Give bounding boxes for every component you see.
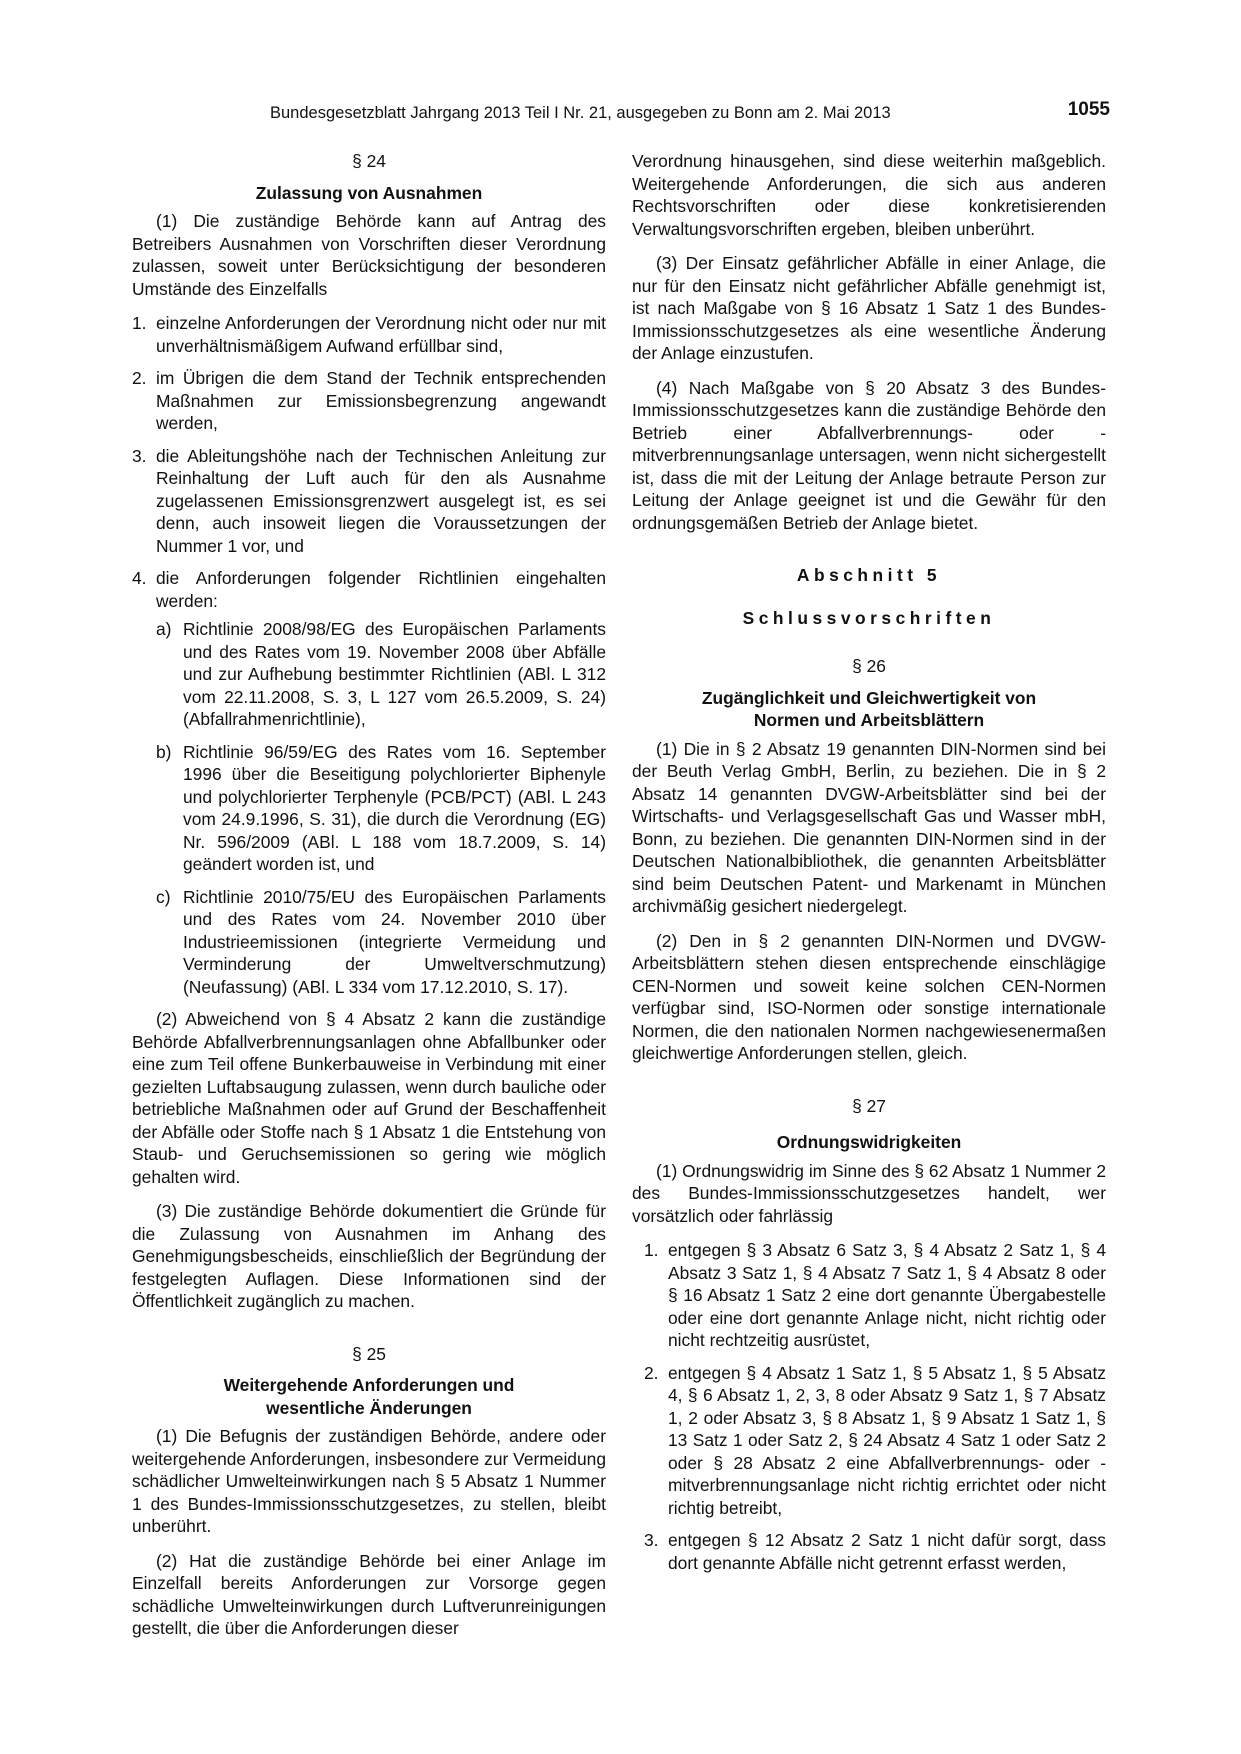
sub-item-letter: b): [156, 741, 172, 762]
paragraph-continued: Verordnung hinausgehen, sind diese weiterhin maßgeblich. Weitergehende Anforderungen, die sich aus anderen Rechtsvorschriften oder diese konkretisierenden Verwaltungsvorschriften ergeben, bleiben unberührt.: [632, 151, 1106, 239]
sub-item-text: Richtlinie 2010/75/EU des Europäischen Parlaments und des Rates vom 24. November 2010 über Industrieemissionen (integrierte Vermeidung und Verminderung der Umweltverschmutzung) (Neufassung) (ABl. L 334 vom 17.12.2010, S. 17).: [183, 886, 606, 997]
numbered-list: [632, 1239, 1106, 1574]
section-number: § 26: [852, 656, 886, 676]
paragraph: (2) Den in § 2 genannten DIN-Normen und DVGW-Arbeitsblättern stehen diesen entsprechende einschlägige CEN-Normen und soweit keine solchen CEN-Normen verfügbar sind, ISO-Normen oder sonstige internationale Normen, die den nationalen Normen nachgewiesenermaßen gleichwertige Anforderungen stellen, gleich.: [632, 930, 1106, 1063]
section-title: Zulassung von Ausnahmen: [255, 182, 483, 203]
list-item: [132, 445, 606, 558]
list-item-text: entgegen § 3 Absatz 6 Satz 3, § 4 Absatz 2 Satz 1, § 4 Absatz 3 Satz 1, § 4 Absatz 7 Satz 1, § 4 Absatz 8 oder § 16 Absatz 1 Satz 2 eine dort genannte Übergabestelle oder eine dort genannte Anlage nicht, nicht richtig oder nicht rechtzeitig ausrüstet,: [668, 1240, 1106, 1350]
sub-list-item: [156, 618, 606, 731]
list-item-text: im Übrigen die dem Stand der Technik entsprechenden Maßnahmen zur Emissionsbegrenzung angewandt werden,: [156, 368, 606, 433]
page-header: [130, 98, 1110, 124]
paragraph: (4) Nach Maßgabe von § 20 Absatz 3 des Bundes-Immissionsschutzgesetzes kann die zuständige Behörde den Betrieb einer Abfallverbrennungs- oder -mitverbrennungsanlage untersagen, wenn nicht sichergestellt ist, dass die mit der Leitung der Anlage betraute Person zur Leitung der Anlage geeignet ist und die Gewähr für den ordnungsgemäßen Betrieb der Anlage bietet.: [632, 377, 1106, 533]
sub-list-item: [156, 886, 606, 999]
sub-list-item: [156, 741, 606, 876]
list-item-text: entgegen § 12 Absatz 2 Satz 1 nicht dafür sorgt, dass dort genannte Abfälle nicht getrennt erfasst werden,: [668, 1530, 1106, 1573]
list-item-text: die Anforderungen folgender Richtlinien eingehalten werden:: [156, 568, 606, 611]
list-item-text: die Ableitungshöhe nach der Technischen Anleitung zur Reinhaltung der Luft auch für den als Ausnahme zugelassenen Emissionsgrenzwert ausgelegt ist, es sei denn, auch insoweit liegen die Voraussetzungen der Nummer 1 vor, und: [156, 445, 606, 556]
list-item-number: 3.: [644, 1530, 659, 1550]
page-number: 1055: [1067, 99, 1110, 120]
paragraph: (1) Ordnungswidrig im Sinne des § 62 Absatz 1 Nummer 2 des Bundes-Immissionsschutzgesetzes handelt, wer vorsätzlich oder fahrlässig: [632, 1160, 1106, 1226]
list-item-number: 1.: [644, 1240, 659, 1260]
list-item: [644, 1239, 1106, 1352]
left-column: [132, 150, 606, 1652]
list-item: [644, 1362, 1106, 1520]
sub-item-text: Richtlinie 2008/98/EG des Europäischen Parlaments und des Rates vom 19. November 2008 über Abfälle und zur Aufhebung bestimmter Richtlinien (ABl. L 312 vom 22.11.2008, S. 3, L 127 vom 26.5.2009, S. 24) (Abfallrahmenrichtlinie),: [183, 619, 606, 729]
paragraph: (3) Die zuständige Behörde dokumentiert die Gründe für die Zulassung von Ausnahmen im Anhang des Genehmigungsbescheids, einschließlich der Begründung der festgelegten Auflagen. Diese Informationen sind der Öffentlichkeit zugänglich zu machen.: [132, 1201, 606, 1311]
section-number: § 27: [852, 1095, 886, 1116]
list-item-number: 2.: [644, 1362, 659, 1383]
section-number: § 25: [352, 1343, 386, 1364]
sub-item-letter: a): [156, 619, 172, 639]
section-title: Zugänglichkeit und Gleichwertigkeit von Normen und Arbeitsblättern: [701, 687, 1037, 730]
list-item-number: 1.: [132, 313, 147, 333]
list-item: [132, 367, 606, 435]
paragraph: (1) Die in § 2 Absatz 19 genannten DIN-Normen sind bei der Beuth Verlag GmbH, Berlin, zu beziehen. Die in § 2 Absatz 14 genannten DVGW-Arbeitsblätter sind bei der Wirtschafts- und Verlagsgesellschaft Gas und Wasser mbH, Bonn, zu beziehen. Die genannten DIN-Normen sind in der Deutschen Nationalbibliothek, die genannten Arbeitsblätter sind beim Deutschen Patent- und Markenamt in München archivmäßig gesichert niedergelegt.: [632, 738, 1106, 916]
division-title: Schlussvorschriften: [742, 607, 996, 628]
sub-item-text: Richtlinie 96/59/EG des Rates vom 16. September 1996 über die Beseitigung polychlorierter Biphenyle und polychlorierter Terphenyle (PCB/PCT) (ABl. L 243 vom 24.9.1996, S. 31), die durch die Verordnung (EG) Nr. 596/2009 (ABl. L 188 vom 18.7.2009, S. 14) geändert worden ist, und: [183, 741, 606, 874]
paragraph: (1) Die Befugnis der zuständigen Behörde, andere oder weitergehende Anforderungen, insbesondere zur Vermeidung schädlicher Umwelteinwirkungen nach § 5 Absatz 1 Nummer 1 des Bundes-Immissionsschutzgesetzes, zu stellen, bleibt unberührt.: [132, 1426, 606, 1536]
list-item: [132, 312, 606, 357]
sub-list: [156, 618, 606, 998]
list-item-number: 3.: [132, 445, 147, 466]
paragraph: (1) Die zuständige Behörde kann auf Antrag des Betreibers Ausnahmen von Vorschriften dieser Verordnung zulassen, soweit unter Berücksichtigung der besonderen Umstände des Einzelfalls: [132, 211, 606, 299]
paragraph: (2) Hat die zuständige Behörde bei einer Anlage im Einzelfall bereits Anforderungen zur Vorsorge gegen schädliche Umwelteinwirkungen durch Luftverunreinigungen gestellt, die über die Anforderungen dieser: [132, 1550, 606, 1638]
section-title: Ordnungswidrigkeiten: [776, 1132, 962, 1152]
list-item-text: einzelne Anforderungen der Verordnung nicht oder nur mit unverhältnismäßigem Aufwand erfüllbar sind,: [156, 313, 606, 356]
right-column: [632, 150, 1106, 1584]
section-title: Weitergehende Anforderungen und wesentliche Änderungen: [223, 1375, 515, 1418]
numbered-list: [132, 312, 606, 998]
division-heading: Abschnitt 5: [796, 565, 942, 585]
paragraph: (3) Der Einsatz gefährlicher Abfälle in einer Anlage, die nur für den Einsatz nicht gefährlicher Abfälle genehmigt ist, ist nach Maßgabe von § 16 Absatz 1 Satz 1 des Bundes-Immissionsschutzgesetzes als eine wesentliche Änderung der Anlage einzustufen.: [632, 253, 1106, 363]
list-item: [132, 567, 606, 998]
gazette-header: Bundesgesetzblatt Jahrgang 2013 Teil I Nr. 21, ausgegeben zu Bonn am 2. Mai 2013: [270, 104, 891, 122]
sub-item-letter: c): [156, 886, 171, 907]
list-item: [644, 1529, 1106, 1574]
list-item-number: 2.: [132, 368, 147, 388]
list-item-number: 4.: [132, 568, 147, 588]
section-number: § 24: [352, 151, 386, 171]
paragraph: (2) Abweichend von § 4 Absatz 2 kann die zuständige Behörde Abfallverbrennungsanlagen ohne Abfallbunker oder eine zum Teil offene Bunkerbauweise in Verbindung mit einer gezielten Luftabsaugung zulassen, wenn durch bauliche oder betriebliche Maßnahmen oder auf Grund der Beschaffenheit der Abfälle oder Stoffe nach § 1 Absatz 1 die Entstehung von Staub- und Geruchsemissionen so gering wie möglich gehalten wird.: [132, 1009, 606, 1187]
list-item-text: entgegen § 4 Absatz 1 Satz 1, § 5 Absatz 1, § 5 Absatz 4, § 6 Absatz 1, 2, 3, 8 oder Absatz 9 Satz 1, § 7 Absatz 1, 2 oder Absatz 3, § 8 Absatz 1, § 9 Absatz 1 Satz 1, § 13 Satz 1 oder Satz 2, § 24 Absatz 4 Satz 1 oder Satz 2 oder § 28 Absatz 2 eine Abfallverbrennungs- oder -mitverbrennungsanlage nicht richtig errichtet oder nicht richtig betreibt,: [668, 1362, 1106, 1518]
